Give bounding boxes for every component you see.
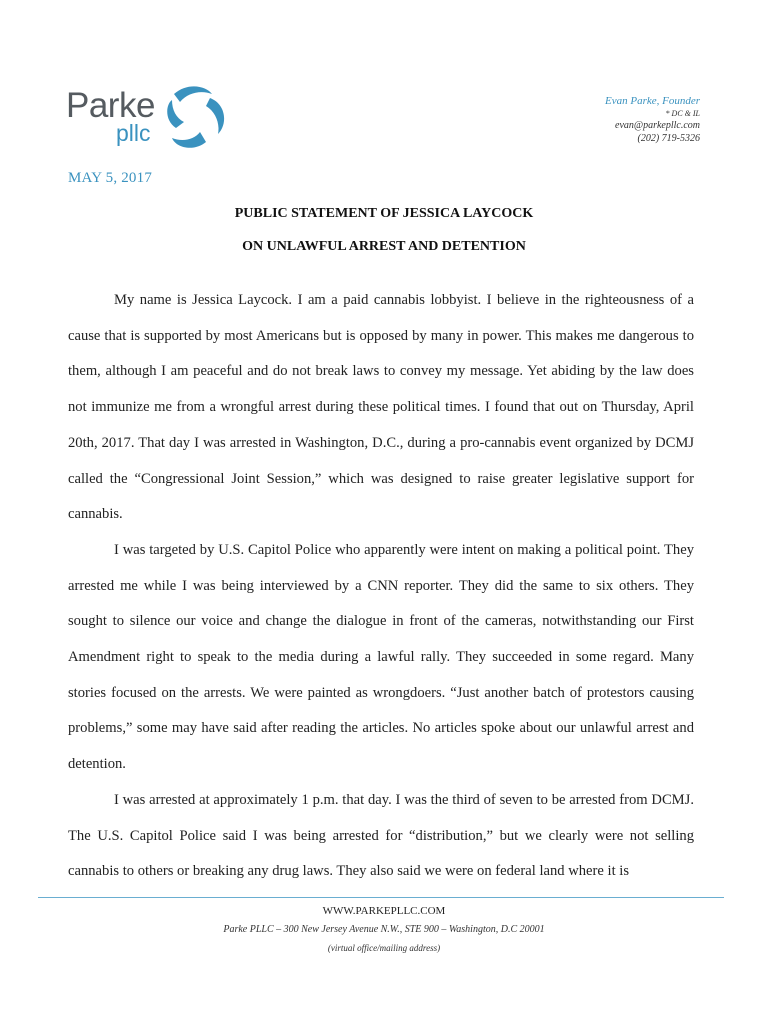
- footer-website-link[interactable]: WWW.PARKEPLLC.COM: [322, 905, 446, 917]
- paragraph: I was targeted by U.S. Capitol Police who apparently were intent on making a political point. They arrested me while I was being interviewed by a CNN reporter. They did the same to six others. They sought to silence our voice and change the dialogue in front of the cameras, notwithstanding our First Amendment right to speak to the media during a lawful rally. They succeeded in some regard. Many stories focused on the arrests. We were painted as wrongdoers. “Just another batch of protestors causing problems,” some may have said after reading the articles. No articles spoke about our unlawful arrest and detention.: [68, 541, 694, 773]
- logo-subtitle: pllc: [116, 120, 151, 146]
- document-title: PUBLIC STATEMENT OF JESSICA LAYCOCK: [234, 206, 534, 221]
- region-note: * DC & IL: [665, 109, 700, 118]
- paragraph: My name is Jessica Laycock. I am a paid cannabis lobbyist. I believe in the righteousness of a cause that is supported by most Americans but is opposed by many in power. This makes me dangerous to them, although I am peaceful and do not break laws to convey my message. Yet abiding by the law does not immunize me from a wrongful arrest during these political times. I found that out on Thursday, April 20th, 2017. That day I was arrested in Washington, D.C., during a pro-cannabis event organized by DCMJ called the “Congressional Joint Session,” which was designed to raise greater legislative support for cannabis.: [68, 292, 694, 523]
- contact-block: [605, 95, 700, 145]
- paragraph: I was arrested at approximately 1 p.m. that day. I was the third of seven to be arrested from DCMJ. The U.S. Capitol Police said I was being arrested for “distribution,” but we clearly were not selling cannabis to others or breaking any drug laws. They also said we were on federal land where it is: [68, 791, 694, 880]
- statement-body: [68, 283, 694, 890]
- firm-logo: [66, 84, 236, 150]
- document-subtitle: ON UNLAWFUL ARREST AND DETENTION: [242, 239, 526, 254]
- founder-name: Evan Parke, Founder: [605, 95, 700, 107]
- email-link[interactable]: evan@parkepllc.com: [615, 120, 700, 131]
- footer-note: (virtual office/mailing address): [327, 943, 441, 953]
- logo-wordmark: Parke: [66, 86, 155, 125]
- statement-date: MAY 5, 2017: [68, 170, 153, 186]
- pinwheel-icon: [166, 84, 228, 150]
- footer-address: Parke PLLC – 300 New Jersey Avenue N.W., STE 900 – Washington, D.C 20001: [223, 924, 545, 935]
- footer-divider: [38, 897, 724, 898]
- phone-number: (202) 719-5326: [637, 133, 700, 144]
